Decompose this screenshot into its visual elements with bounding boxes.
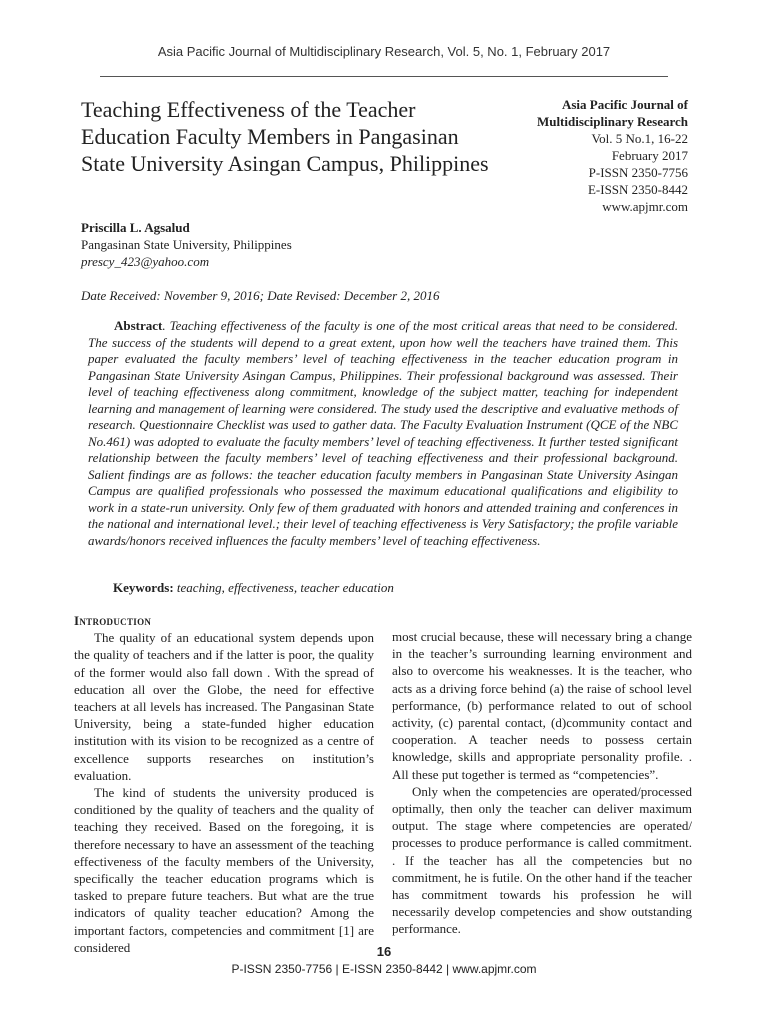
author-email: prescy_423@yahoo.com (81, 254, 210, 269)
submission-dates: Date Received: November 9, 2016; Date Revised: December 2, 2016 (81, 288, 440, 303)
paragraph: The kind of students the university produced is conditioned by the quality of teachers and the quality of teaching they received. Based on the foregoing, it is therefore necessary to have an assessment of the teaching effectiveness of the faculty members of the University, specifically the teacher education programs which is tasked to prepare future teachers. But what are the true indicators of quality teacher education? Among the important factors, competencies and commitment [1] are considered (74, 785, 374, 955)
journal-website: www.apjmr.com (602, 199, 688, 214)
abstract (88, 318, 678, 549)
running-head: Asia Pacific Journal of Multidisciplinary Research, Vol. 5, No. 1, February 2017 (157, 44, 611, 59)
paragraph: most crucial because, these will necessary bring a change in the teacher’s surrounding learning environment and also to overcome his weaknesses. It is the teacher, who acts as a driving force behind (a) the raise of school level performance, (b) performance related to out of school activity, (c) parental contact, (d)community contact and cooperation. A teacher needs to possess certain knowledge, skills and appropriate personality profile. . All these put together is termed as “competencies”. (392, 629, 692, 782)
author-name: Priscilla L. Agsalud (81, 220, 190, 235)
keywords (113, 580, 394, 596)
page-number: 16 (376, 944, 392, 959)
journal-date: February 2017 (611, 148, 688, 163)
paragraph: The quality of an educational system depends upon the quality of teachers and if the latter is poor, the quality of the former would also fall down . With the spread of education all over the Globe, the need for effective teachers at all levels has increased. The Pangasinan State University, being a state-funded higher education institution with its vision to be recognized as a centre of excellence supports researches on institution’s evaluation. (74, 630, 374, 783)
journal-volume: Vol. 5 No.1, 16-22 (591, 131, 688, 146)
introduction-heading: Introduction (74, 613, 152, 628)
column-left (74, 612, 374, 956)
footer-text: P-ISSN 2350-7756 | E-ISSN 2350-8442 | www.apjmr.com (231, 962, 537, 976)
journal-eissn: E-ISSN 2350-8442 (587, 182, 688, 197)
abstract-label: Abstract (114, 318, 163, 333)
author-block (81, 219, 292, 270)
journal-pissn: P-ISSN 2350-7756 (588, 165, 688, 180)
paper-title: Teaching Effectiveness of the Teacher Education Faculty Members in Pangasinan State University Asingan Campus, Philippines (81, 97, 489, 176)
author-affiliation: Pangasinan State University, Philippines (81, 237, 292, 252)
column-right (392, 628, 692, 938)
abstract-text: . Teaching effectiveness of the faculty is one of the most critical areas that need to be considered. The success of the students will depend to a great extent, upon how well the teachers have trained them. This paper evaluated the faculty members’ level of teaching effectiveness in the teacher education program in Pangasinan State University Asingan Campus, Philippines. Their professional background was assessed. Their level of teaching effectiveness along commitment, knowledge of the subject matter, teaching for independent learning and management of learning were considered. The study used the descriptive and evaluative methods of research. Questionnaire Checklist was used to gather data. The Faculty Evaluation Instrument (QCE of the NBC No.461) was adopted to evaluate the faculty members’ level of teaching effectiveness. It further tested significant relationship between the faculty members’ level of teaching effectiveness and their professional background. Salient findings are as follows: the teacher education faculty members in Pangasinan State University Asingan Campus are qualified professionals who possessed the maximum educational qualifications and eligibility to work in a state-run university. Only few of them graduated with honors and attended training and conferences in the national and international level.; their level of teaching effectiveness is Very Satisfactory; the profile variable awards/honors received influences the faculty members’ level of teaching effectiveness. (88, 318, 678, 548)
paragraph: Only when the competencies are operated/processed optimally, then only the teacher can deliver maximum output. The stage where competencies are operated/ processes to produce performance is called commitment. . If the teacher has all the competencies but no commitment, he is futile. On the other hand if the teacher has commitment towards his profession he will necessarily develop competencies and show outstanding performance. (392, 783, 692, 937)
journal-info (478, 96, 688, 215)
keywords-value: teaching, effectiveness, teacher education (176, 580, 394, 595)
keywords-label: Keywords: (113, 580, 174, 595)
journal-name: Asia Pacific Journal of Multidisciplinary Research (536, 97, 688, 129)
header-rule (100, 76, 668, 77)
